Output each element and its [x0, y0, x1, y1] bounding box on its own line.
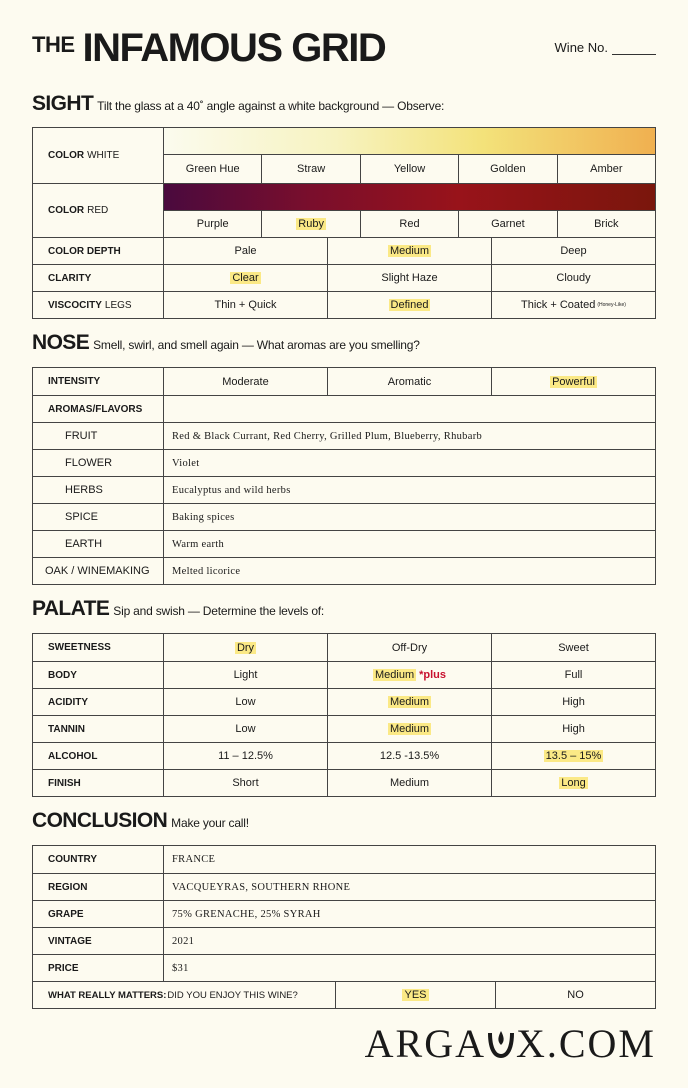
- aroma-row-herbs: [33, 476, 655, 503]
- white-color-options: [164, 155, 655, 183]
- option-green-hue[interactable]: Green Hue: [164, 155, 262, 183]
- aroma-row-earth: [33, 530, 655, 557]
- option-pale[interactable]: Pale: [164, 238, 328, 264]
- aroma-value-fruit[interactable]: Red & Black Currant, Red Cherry, Grilled Plum, Blueberry, Rhubarb: [172, 430, 483, 442]
- aroma-row-spice: [33, 503, 655, 530]
- option-medium[interactable]: [328, 689, 492, 715]
- wine-number-label: Wine No.: [554, 40, 608, 55]
- aroma-value-oak[interactable]: Melted licorice: [172, 565, 241, 577]
- sight-table: [32, 127, 656, 319]
- option-medium[interactable]: [328, 716, 492, 742]
- option-high[interactable]: High: [562, 696, 585, 708]
- intensity-label: INTENSITY: [33, 368, 164, 395]
- option-long[interactable]: [492, 770, 655, 796]
- price-value[interactable]: $31: [172, 962, 189, 974]
- option-no[interactable]: NO: [567, 989, 584, 1001]
- option-ruby[interactable]: [262, 211, 360, 237]
- intensity-row: [33, 368, 655, 395]
- option-sweet[interactable]: Sweet: [558, 641, 589, 654]
- country-row: [33, 846, 655, 873]
- aroma-value-herbs[interactable]: Eucalyptus and wild herbs: [172, 484, 291, 496]
- selected-highlight: YES: [404, 989, 427, 1001]
- sight-title: SIGHT: [32, 92, 94, 115]
- nose-subtitle: Smell, swirl, and smell again — What aromas are you smelling?: [93, 338, 420, 352]
- vintage-row: [33, 927, 655, 954]
- aroma-label-oak: OAK / WINEMAKING: [33, 558, 164, 584]
- palate-table: [32, 633, 656, 797]
- palate-heading: [32, 597, 324, 621]
- aromas-blank: [164, 396, 655, 422]
- conclusion-heading: [32, 809, 249, 833]
- tannin-label: TANNIN: [33, 716, 164, 742]
- selected-highlight: Dry: [236, 641, 255, 654]
- price-row: [33, 954, 655, 981]
- option-alcohol-high[interactable]: [492, 743, 655, 769]
- sweetness-label: SWEETNESS: [33, 634, 164, 661]
- option-medium[interactable]: [328, 662, 492, 688]
- country-label: COUNTRY: [33, 846, 164, 873]
- alcohol-label: ALCOHOL: [33, 743, 164, 769]
- argaux-logo: ARGA X.COM: [364, 1021, 656, 1066]
- option-red[interactable]: Red: [361, 211, 459, 237]
- palate-subtitle: Sip and swish — Determine the levels of:: [113, 604, 325, 618]
- option-alcohol-low[interactable]: 11 – 12.5%: [164, 743, 328, 769]
- option-purple[interactable]: Purple: [164, 211, 262, 237]
- clarity-label: CLARITY: [33, 265, 164, 291]
- selected-highlight: Long: [561, 777, 586, 789]
- option-moderate[interactable]: Moderate: [164, 368, 328, 395]
- nose-title: NOSE: [32, 331, 90, 354]
- finish-label: FINISH: [33, 770, 164, 796]
- aroma-value-spice[interactable]: Baking spices: [172, 511, 235, 523]
- clarity-row: [33, 264, 655, 291]
- conclusion-subtitle: Make your call!: [171, 816, 249, 830]
- selected-highlight: Medium: [389, 696, 430, 708]
- red-color-options: [164, 211, 655, 237]
- color-depth-row: [33, 237, 655, 264]
- nose-heading: [32, 331, 420, 355]
- option-yes[interactable]: [336, 982, 496, 1008]
- color-depth-label: COLOR DEPTH: [33, 238, 164, 264]
- wine-glass-drop-icon: [486, 1027, 516, 1061]
- color-red-label: COLOR RED: [33, 184, 164, 237]
- option-yellow[interactable]: Yellow: [361, 155, 459, 183]
- sweetness-row: [33, 634, 655, 661]
- color-red-row: [33, 183, 655, 237]
- option-brick[interactable]: Brick: [594, 218, 619, 230]
- aroma-label-flower: FLOWER: [33, 450, 164, 476]
- option-low[interactable]: Low: [164, 689, 328, 715]
- finish-row: [33, 769, 655, 796]
- grape-value[interactable]: 75% GRENACHE, 25% SYRAH: [172, 908, 321, 920]
- aroma-label-spice: SPICE: [33, 504, 164, 530]
- sight-heading: [32, 92, 444, 116]
- selected-highlight: Powerful: [552, 375, 595, 388]
- price-label: PRICE: [33, 955, 164, 981]
- country-value[interactable]: FRANCE: [172, 854, 216, 865]
- aroma-label-herbs: HERBS: [33, 477, 164, 503]
- grape-row: [33, 900, 655, 927]
- selected-highlight: Clear: [232, 272, 259, 284]
- option-defined[interactable]: [328, 292, 492, 318]
- plus-annotation: *plus: [419, 669, 447, 681]
- option-clear[interactable]: [164, 265, 328, 291]
- aroma-row-oak: [33, 557, 655, 584]
- acidity-row: [33, 688, 655, 715]
- nose-table: [32, 367, 656, 585]
- selected-highlight: Defined: [390, 299, 429, 311]
- option-full[interactable]: Full: [564, 669, 583, 681]
- selected-highlight: Ruby: [298, 218, 324, 230]
- alcohol-row: [33, 742, 655, 769]
- conclusion-title: CONCLUSION: [32, 809, 168, 832]
- option-straw[interactable]: Straw: [262, 155, 360, 183]
- selected-highlight: 13.5 – 15%: [545, 750, 602, 762]
- viscosity-row: [33, 291, 655, 318]
- body-label: BODY: [33, 662, 164, 688]
- color-white-label: COLOR WHITE: [33, 128, 164, 183]
- body-row: [33, 661, 655, 688]
- aroma-label-earth: EARTH: [33, 531, 164, 557]
- viscosity-label: VISCOCITY LEGS: [33, 292, 164, 318]
- selected-highlight: Medium: [389, 245, 430, 257]
- wine-number-line[interactable]: [612, 54, 656, 55]
- title-the: THE: [32, 32, 75, 57]
- option-slight-haze[interactable]: Slight Haze: [328, 265, 492, 291]
- sight-subtitle: Tilt the glass at a 40˚ angle against a white background — Observe:: [97, 99, 445, 113]
- option-aromatic[interactable]: Aromatic: [328, 368, 492, 395]
- enjoy-label: WHAT REALLY MATTERS: DID YOU ENJOY THIS WINE?: [33, 982, 336, 1008]
- vintage-label: VINTAGE: [33, 928, 164, 954]
- white-color-gradient: [164, 128, 655, 155]
- option-off-dry[interactable]: Off-Dry: [328, 634, 492, 661]
- aroma-label-fruit: FRUIT: [33, 423, 164, 449]
- option-cloudy[interactable]: Cloudy: [556, 272, 591, 284]
- vintage-value[interactable]: 2021: [172, 935, 195, 947]
- option-medium[interactable]: Medium: [328, 770, 492, 796]
- option-high[interactable]: High: [562, 723, 585, 735]
- option-thin-quick[interactable]: Thin + Quick: [164, 292, 328, 318]
- region-row: [33, 873, 655, 900]
- selected-highlight: Medium: [374, 669, 415, 681]
- option-powerful[interactable]: [492, 368, 655, 395]
- option-light[interactable]: Light: [164, 662, 328, 688]
- title-main: INFAMOUS GRID: [82, 26, 386, 70]
- option-golden[interactable]: Golden: [459, 155, 557, 183]
- aroma-row-flower: [33, 449, 655, 476]
- tannin-row: [33, 715, 655, 742]
- option-short[interactable]: Short: [164, 770, 328, 796]
- region-label: REGION: [33, 874, 164, 900]
- option-thick-coated[interactable]: Thick + Coated (Honey-Like): [521, 299, 626, 311]
- palate-title: PALATE: [32, 597, 110, 620]
- aromas-label: AROMAS/FLAVORS: [33, 396, 164, 422]
- option-amber[interactable]: Amber: [590, 163, 623, 175]
- option-deep[interactable]: Deep: [560, 245, 587, 257]
- color-white-row: [33, 128, 655, 183]
- option-medium[interactable]: [328, 238, 492, 264]
- option-low[interactable]: Low: [164, 716, 328, 742]
- option-alcohol-mid[interactable]: 12.5 -13.5%: [328, 743, 492, 769]
- wine-number-field[interactable]: [555, 40, 656, 55]
- page-title: [32, 28, 385, 68]
- aroma-value-earth[interactable]: Warm earth: [172, 538, 225, 550]
- option-dry[interactable]: [164, 634, 328, 661]
- red-color-gradient: [164, 184, 655, 211]
- aroma-row-fruit: [33, 422, 655, 449]
- aromas-row: [33, 395, 655, 422]
- region-value[interactable]: VACQUEYRAS, SOUTHERN RHONE: [172, 881, 351, 893]
- honey-note: (Honey-Like): [597, 302, 626, 308]
- selected-highlight: Medium: [389, 723, 430, 735]
- grape-label: GRAPE: [33, 901, 164, 927]
- aroma-value-flower[interactable]: Violet: [172, 457, 200, 469]
- acidity-label: ACIDITY: [33, 689, 164, 715]
- option-garnet[interactable]: Garnet: [459, 211, 557, 237]
- enjoy-row: [33, 981, 655, 1008]
- conclusion-table: [32, 845, 656, 1009]
